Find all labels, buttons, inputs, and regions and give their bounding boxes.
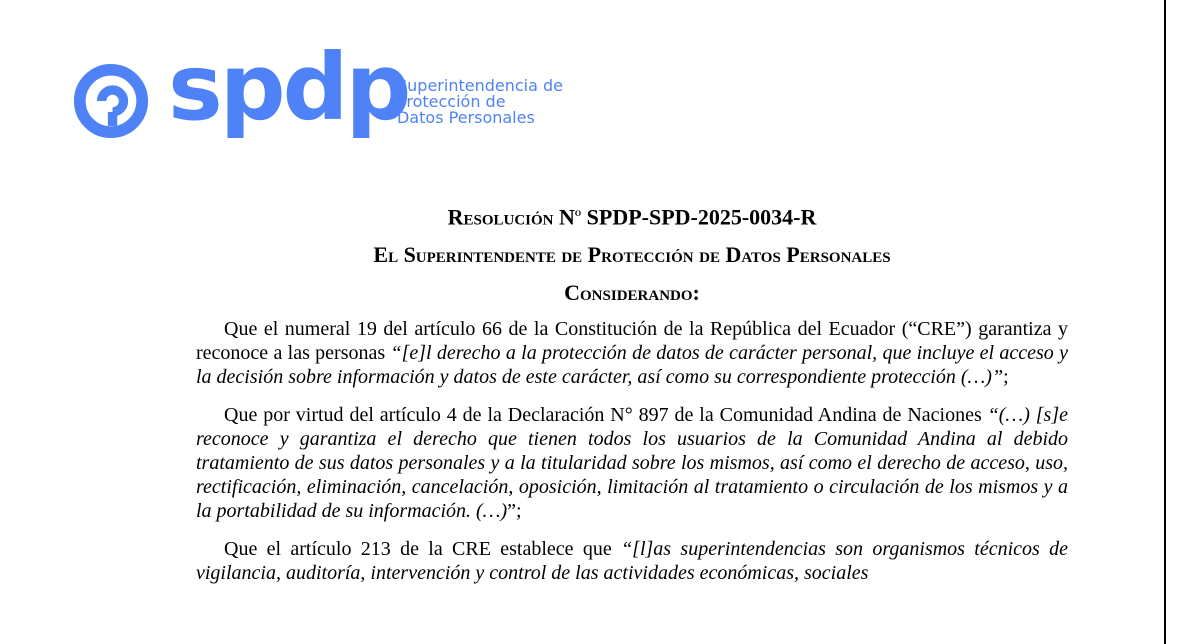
logo-tagline	[397, 78, 563, 126]
resolution-sup: o	[574, 205, 582, 219]
paragraph-1-quote: “[e]l derecho a la protección de datos de carácter personal, que incluye el acceso y la decisión sobre información y datos de este carácter, así como su correspondiente protección (…)”	[196, 342, 1068, 389]
paragraph-3	[196, 537, 1068, 585]
tagline-line-2: Protección de	[397, 92, 506, 111]
paragraph-1-tail: ;	[1003, 366, 1009, 389]
tagline-line-3: Datos Personales	[397, 108, 535, 127]
authority-title: El Superintendente de Protección de Datos Personales	[373, 242, 891, 268]
paragraph-1-lead: Que el numeral 19 del artículo 66 de la Constitución de la República del Ecuador (“CRE”) garantiza y reconoce a las personas	[196, 318, 1068, 365]
spdp-logo-icon	[72, 62, 150, 140]
resolution-number: SPDP-SPD-2025-0034-R	[581, 204, 817, 230]
document-body	[196, 198, 1068, 599]
tagline-line-1: Superintendencia de	[397, 76, 563, 95]
resolution-title	[196, 198, 1068, 231]
logo-wordmark: spdp	[168, 34, 409, 141]
paragraph-1	[196, 317, 1068, 389]
paragraph-2	[196, 403, 1068, 523]
paragraph-2-quote: “(…) [s]e reconoce y garantiza el derecho que tienen todos los usuarios de la Comunidad Andina al debido tratamiento de sus datos personales y a la titularidad sobre los mismos, así como el derecho de acceso, uso, rectificación, eliminación, cancelación, oposición, limitación al tratamiento o circulación de los mismos y a la portabilidad de su información. (…)	[196, 404, 1068, 523]
paragraph-3-quote: “[l]as superintendencias son organismos técnicos de vigilancia, auditoría, intervención y control de las actividades económicas, sociales	[196, 538, 1068, 585]
page-edge	[1164, 0, 1183, 644]
considering-heading: Considerando:	[564, 280, 700, 306]
resolution-prefix: Resolución N	[447, 204, 575, 230]
paragraph-2-lead: Que por virtud del artículo 4 de la Declaración N° 897 de la Comunidad Andina de Naciones	[224, 404, 988, 427]
paragraph-3-lead: Que el artículo 213 de la CRE establece que	[224, 538, 622, 561]
paragraph-2-tail: ”;	[507, 500, 522, 523]
